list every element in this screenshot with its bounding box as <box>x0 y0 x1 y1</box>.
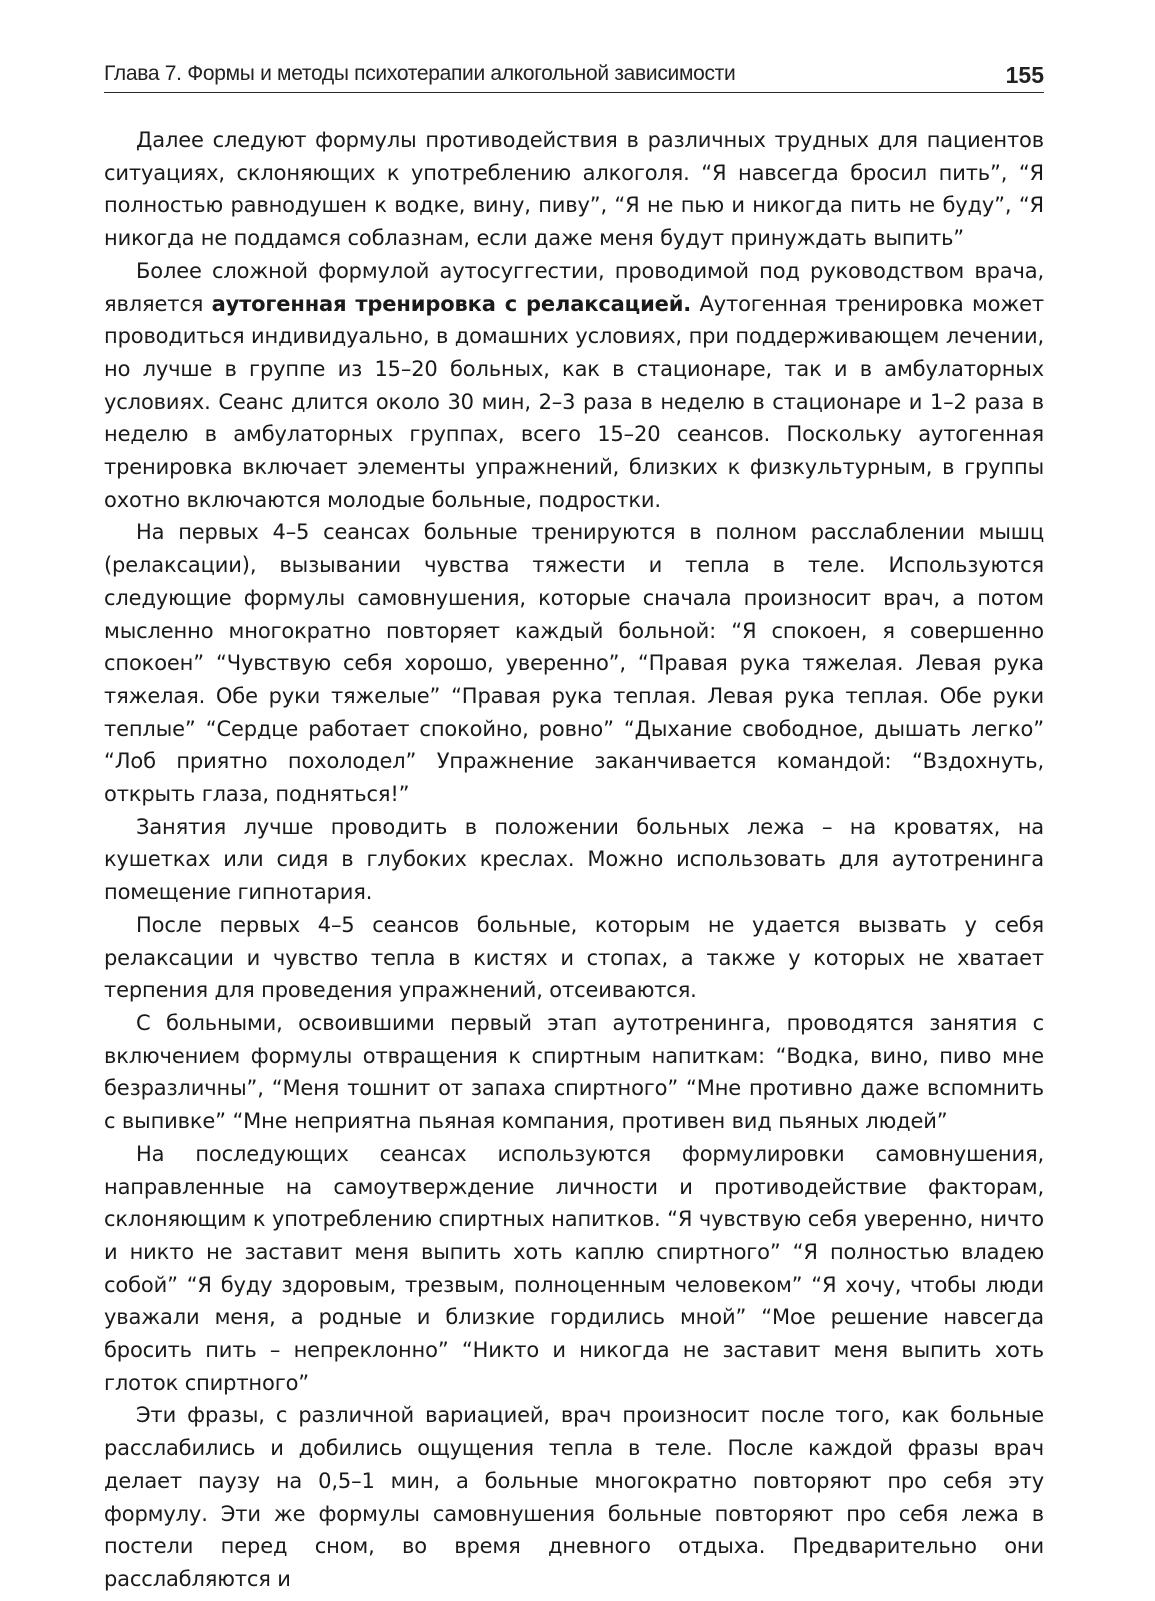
paragraph <box>104 255 1044 517</box>
paragraph-text: Более сложной формулой аутосуггестии, проводимой под руководством врача, является <box>104 258 1044 316</box>
page-number: 155 <box>1005 62 1044 88</box>
paragraph: После первых 4–5 сеансов больные, которым не удается вызвать у себя релаксации и чувство тепла в кистях и стопах, а также у которых не хватает терпения для проведения упражнений, отсеиваются. <box>104 912 1044 1003</box>
running-header <box>104 60 1044 93</box>
paragraph: С больными, освоившими первый этап аутотренинга, проводятся занятия с включением формулы отвращения к спиртным напиткам: “Водка, вино, пиво мне безразличны”, “Меня тошнит от запаха спиртного” “Мне противно даже вспомнить с выпивке” “Мне неприятна пьяная компания, противен вид пьяных людей” <box>104 1010 1044 1134</box>
paragraph: Эти фразы, с различной вариацией, врач произносит после того, как больные расслабились и добились ощущения тепла в теле. После каждой фразы врач делает паузу на 0,5–1 мин, а больные многократно повторяют про себя эту формулу. Эти же формулы самовнушения больные повторяют про себя лежа в постели перед сном, во время дневного отдыха. Предварительно они расслабляются и <box>104 1403 1044 1591</box>
body-text <box>104 124 1044 1596</box>
bold-term: аутогенная тренировка с релаксацией. <box>211 291 692 316</box>
paragraph: Занятия лучше проводить в положении больных лежа – на кроватях, на кушетках или сидя в глубоких креслах. Можно использовать для аутотренинга помещение гипнотария. <box>104 814 1044 905</box>
paragraph: Далее следуют формулы противодействия в различных трудных для пациентов ситуациях, склоняющих к употреблению алкоголя. “Я навсегда бросил пить”, “Я полностью равнодушен к водке, вину, пиву”, “Я не пью и никогда пить не буду”, “Я никогда не поддамся соблазнам, если даже меня будут принуждать выпить” <box>104 128 1044 251</box>
paragraph: На последующих сеансах используются формулировки самовнушения, направленные на самоутверждение личности и противодействие факторам, склоняющим к употреблению спиртных напитков. “Я чувствую себя уверенно, ничто и никто не заставит меня выпить хоть каплю спиртного” “Я полностью владею собой” “Я буду здоровым, трезвым, полноценным человеком” “Я хочу, чтобы люди уважали меня, а родные и близкие гордились мной” “Мое решение навсегда бросить пить – непреклонно” “Никто и никогда не заставит меня выпить хоть глоток спиртного” <box>104 1141 1044 1395</box>
chapter-title: Глава 7. Формы и методы психотерапии алкогольной зависимости <box>104 62 736 85</box>
paragraph-text: Аутогенная тренировка может проводиться индивидуально, в домашних условиях, при поддерживающем лечении, но лучше в группе из 15–20 больных, как в стационаре, так и в амбулаторных условиях. Сеанс длится около 30 мин, 2–3 раза в неделю в стационаре и 1–2 раза в неделю в амбулаторных группах, всего 15–20 сеансов. Поскольку аутогенная тренировка включает элементы упражнений, близких к физкультурным, в группы охотно включаются молодые больные, подростки. <box>104 291 1044 512</box>
paragraph: На первых 4–5 сеансах больные тренируются в полном расслаблении мышц (релаксации), вызывании чувства тяжести и тепла в теле. Используются следующие формулы самовнушения, которые сначала произносит врач, а потом мысленно многократно повторяет каждый больной: “Я спокоен, я совершенно спокоен” “Чувствую себя хорошо, уверенно”, “Правая рука тяжелая. Левая рука тяжелая. Обе руки тяжелые” “Правая рука теплая. Левая рука теплая. Обе руки теплые” “Сердце работает спокойно, ровно” “Дыхание свободное, дышать легко” “Лоб приятно похолодел” Упражнение заканчивается командой: “Вздохнуть, открыть глаза, подняться!” <box>104 520 1044 807</box>
